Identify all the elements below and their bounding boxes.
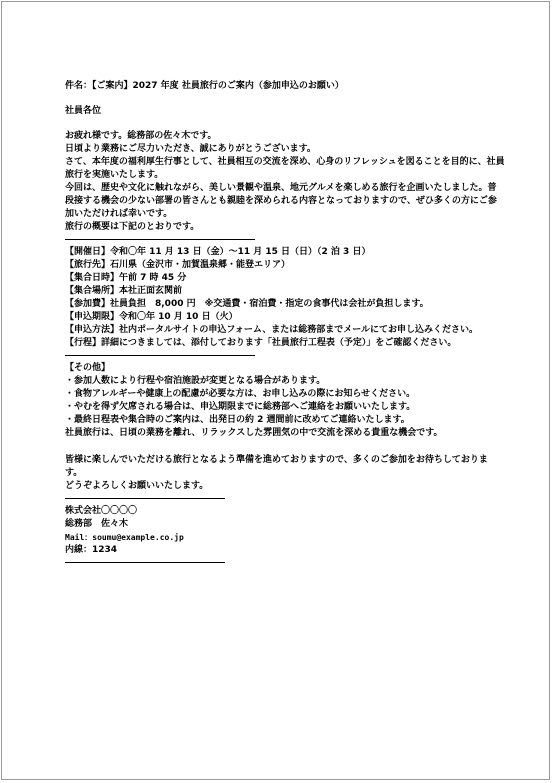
detail-item: 【旅行先】石川県（金沢市・加賀温泉郷・能登エリア） bbox=[65, 260, 291, 270]
other-item: ・やむを得ず欠席される場合は、申込期限までに総務部へご連絡をお願いいたします。 bbox=[65, 402, 416, 412]
greeting: 社員各位 bbox=[65, 106, 102, 116]
divider bbox=[65, 239, 255, 240]
other-item: ・参加人数により行程や宿泊施設が変更となる場合があります。 bbox=[65, 376, 326, 386]
closing-line: 皆様に楽しんでいただける旅行となるよう準備を進めておりますので、多くのご参加をお待ちしております。 bbox=[65, 455, 488, 478]
detail-item: 【行程】詳細につきましては、添付しております「社員旅行工程表（予定）」をご確認ください。 bbox=[65, 338, 457, 348]
divider bbox=[65, 355, 255, 356]
signature-dept: 総務部 佐々木 bbox=[65, 519, 129, 529]
other-heading: 【その他】 bbox=[65, 363, 111, 373]
detail-item: 【申込方法】社内ポータルサイトの申込フォーム、または総務部までメールにてお申し込みください。 bbox=[65, 325, 479, 335]
other-after: 社員旅行は、日頃の業務を離れ、リラックスした雰囲気の中で交流を深める貴重な機会です。 bbox=[65, 428, 443, 438]
email-document bbox=[65, 80, 505, 569]
signature-divider bbox=[65, 498, 225, 499]
other-item: ・最終日程表や集合時のご案内は、出発日の約 2 週間前に改めてご連絡いたします。 bbox=[65, 415, 410, 425]
intro-line: 旅行の概要は下記のとおりです。 bbox=[65, 222, 200, 232]
email-subject: 件名：【ご案内】2027 年度 社員旅行のご案内（参加申込のお願い） bbox=[65, 81, 344, 91]
detail-item: 【集合日時】午前 7 時 45 分 bbox=[65, 273, 187, 283]
closing-line: どうぞよろしくお願いいたします。 bbox=[65, 481, 209, 491]
signature-mail[interactable]: Mail：soumu@example.co.jp bbox=[65, 533, 184, 542]
detail-item: 【参加費】社員負担 8,000 円 ※交通費・宿泊費・指定の食事代は会社が負担します。 bbox=[65, 299, 429, 309]
other-item: ・食物アレルギーや健康上の配慮が必要な方は、お申し込みの際にお知らせください。 bbox=[65, 389, 416, 399]
intro-line: さて、本年度の福利厚生行事として、社員相互の交流を深め、心身のリフレッシュを図ることを目的に、社員旅行を実施いたします。 bbox=[65, 157, 505, 180]
detail-item: 【集合場所】本社正面玄関前 bbox=[65, 286, 183, 296]
signature-divider bbox=[65, 562, 225, 563]
intro-line: お疲れ様です。総務部の佐々木です。 bbox=[65, 131, 217, 141]
intro-line: 今回は、歴史や文化に触れながら、美しい景観や温泉、地元グルメを楽しめる旅行を企画いたしました。普段接する機会の少ない部署の皆さんとも親睦を深められる内容となっておりますので、ぜひ多くの方にご参加いただければ幸いです。 bbox=[65, 183, 497, 219]
intro-line: 日頃より業務にご尽力いただき、誠にありがとうございます。 bbox=[65, 144, 316, 154]
detail-item: 【開催日】令和〇年 11 月 13 日（金）〜11 月 15 日（日）（2 泊 3 日） bbox=[65, 247, 371, 257]
signature-company: 株式会社〇〇〇〇 bbox=[65, 506, 138, 516]
signature-ext: 内線：1234 bbox=[65, 545, 118, 555]
detail-item: 【申込期限】令和〇年 10 月 10 日（火） bbox=[65, 312, 238, 322]
